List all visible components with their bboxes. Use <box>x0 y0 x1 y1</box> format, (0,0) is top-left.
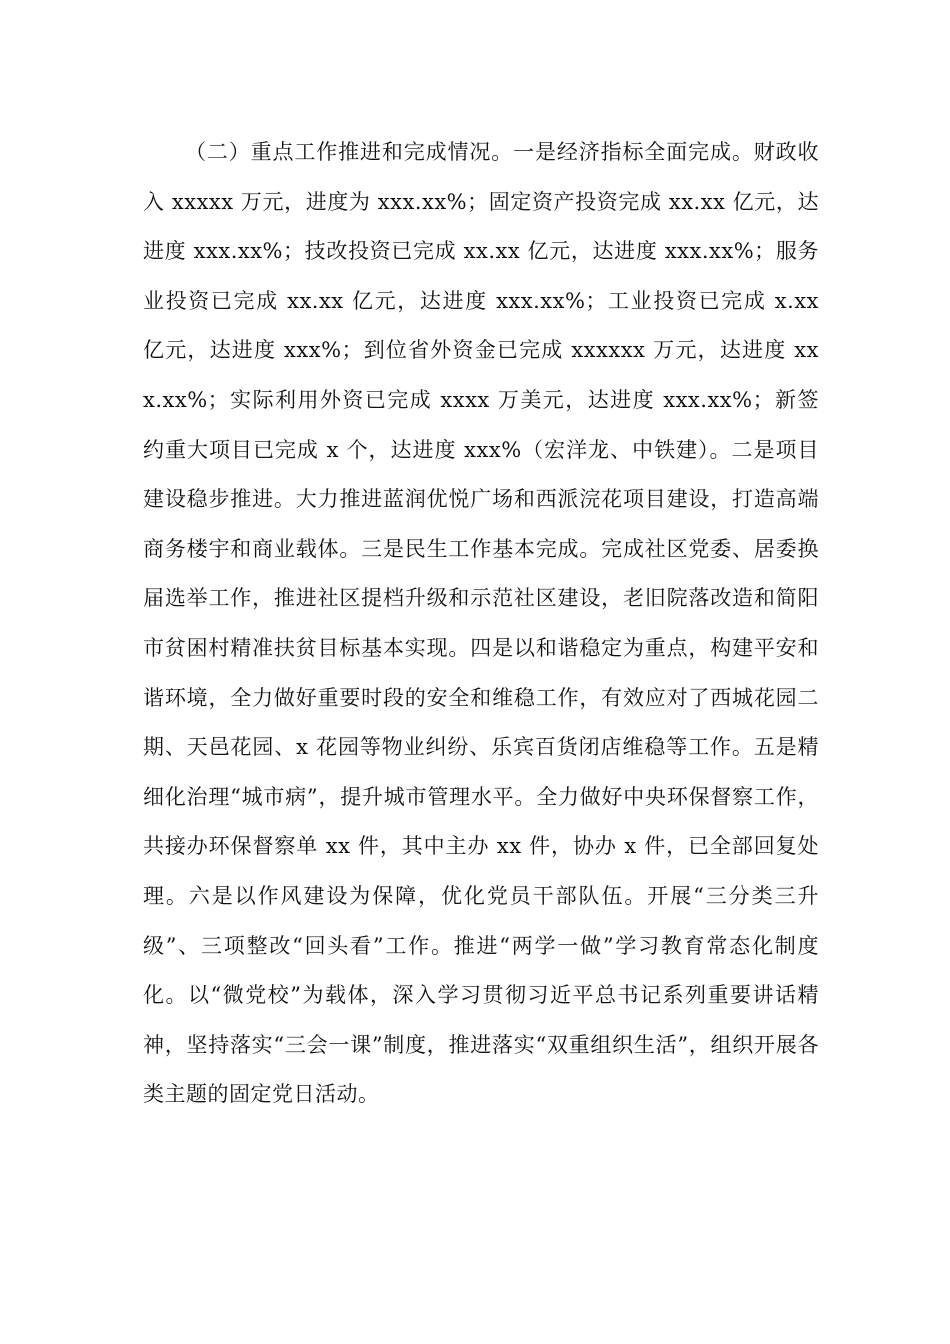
body-paragraph: （二）重点工作推进和完成情况。一是经济指标全面完成。财政收入 xxxxx 万元，进度为 xxx.xx%；固定资产投资完成 xx.xx 亿元，达进度 xxx.xx%；技改投资已完成 xx.xx 亿元，达进度 xxx.xx%；服务业投资已完成 xx.xx 亿元，达进度 xxx.xx%；工业投资已完成 x.xx 亿元，达进度 xxx%；到位省外资金已完成 xxxxxx 万元，达进度 xxx.xx%；实际利用外资已完成 xxxx 万美元，达进度 xxx.xx%；新签约重大项目已完成 x 个，达进度 xxx%（宏洋龙、中铁建）。二是项目建设稳步推进。大力推进蓝润优悦广场和西派浣花项目建设，打造高端商务楼宇和商业载体。三是民生工作基本完成。完成社区党委、居委换届选举工作，推进社区提档升级和示范社区建设，老旧院落改造和简阳市贫困村精准扶贫目标基本实现。四是以和谐稳定为重点，构建平安和谐环境，全力做好重要时段的安全和维稳工作，有效应对了西城花园二期、天邑花园、x 花园等物业纠纷、乐宾百货闭店维稳等工作。五是精细化治理“城市病”，提升城市管理水平。全力做好中央环保督察工作，共接办环保督察单 xx 件，其中主办 xx 件，协办 x 件，已全部回复处理。六是以作风建设为保障，优化党员干部队伍。开展“三分类三升级”、三项整改“回头看”工作。推进“两学一做”学习教育常态化制度化。以“微党校”为载体，深入学习贯彻习近平总书记系列重要讲话精神，坚持落实“三会一课”制度，推进落实“双重组织生活”，组织开展各类主题的固定党日活动。 <box>143 140 819 1107</box>
